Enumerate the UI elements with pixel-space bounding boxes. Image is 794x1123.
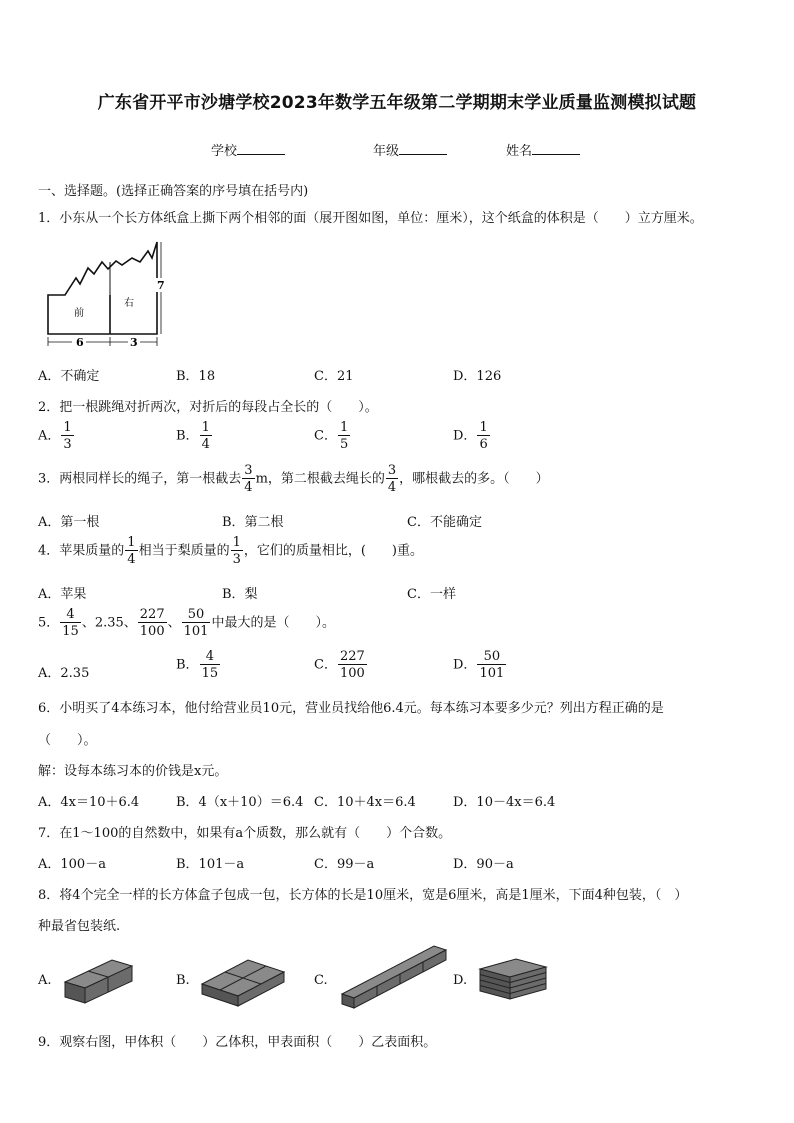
- q8-package-d: [476, 955, 552, 1005]
- q3-option-c[interactable]: C．不能确定: [407, 515, 482, 530]
- q4-stem: 4．苹果质量的 $\frac{1}{4}$ 相当于梨质量的 $\frac{1}{3}$ ，它们的质量相比，( )重。: [38, 535, 424, 567]
- q6-solution: 解：设每本练习本的价钱是x元。: [38, 764, 228, 779]
- grade-field: 年级: [373, 140, 447, 159]
- fraction: $\frac{4}{15}$: [201, 649, 219, 681]
- fraction: $\frac{1}{3}$: [63, 420, 72, 452]
- q2-stem: 2．把一根跳绳对折两次，对折后的每段占全长的（ ）。: [38, 400, 378, 415]
- q1-option-a[interactable]: A．不确定: [38, 369, 100, 384]
- q6-option-a[interactable]: A．4x＝10＋6.4: [38, 795, 140, 810]
- q8-package-a: [60, 950, 138, 1008]
- fraction: $\frac{50}{101}$: [479, 649, 505, 681]
- q1-front-label: 前: [74, 308, 84, 319]
- grade-blank[interactable]: [399, 142, 447, 155]
- name-field: 姓名: [506, 140, 580, 159]
- q3-option-b[interactable]: B．第二根: [222, 515, 284, 530]
- q1-right-label: 右: [124, 298, 134, 309]
- school-blank[interactable]: [237, 142, 285, 155]
- fraction: $\frac{4}{15}$: [62, 607, 79, 639]
- page-title: 广东省开平市沙塘学校2023年数学五年级第二学期期末学业质量监测模拟试题: [97, 93, 697, 113]
- q5-option-a[interactable]: A．2.35: [38, 666, 90, 681]
- q1-height-label: 7: [157, 279, 165, 292]
- fraction: $\frac{1}{4}$: [201, 420, 210, 452]
- q4-option-a[interactable]: A．苹果: [38, 587, 87, 602]
- fraction: $\frac{3}{4}$: [244, 463, 253, 495]
- q6-option-b[interactable]: B．4（x＋10）＝6.4: [176, 795, 304, 810]
- q5-option-d[interactable]: D． $\frac{50}{101}$: [453, 649, 505, 681]
- q6-option-c[interactable]: C．10＋4x＝6.4: [314, 795, 416, 810]
- q1-width1-label: 6: [76, 336, 84, 349]
- fraction: $\frac{1}{4}$: [127, 535, 136, 567]
- q2-option-c[interactable]: C． $\frac{1}{5}$: [314, 420, 349, 452]
- fraction: $\frac{227}{100}$: [139, 607, 165, 639]
- q8-stem-cont: 种最省包装纸.: [38, 919, 121, 934]
- q8-package-c: [338, 942, 450, 1014]
- q2-option-b[interactable]: B． $\frac{1}{4}$: [176, 420, 210, 452]
- q5-stem: 5． $\frac{4}{15}$ 、2.35、 $\frac{227}{100}$ 、 $\frac{50}{101}$ 中最大的是（ ）。: [38, 607, 335, 639]
- q8-option-c[interactable]: C.: [314, 973, 328, 988]
- fraction: $\frac{50}{101}$: [183, 607, 209, 639]
- school-field: 学校: [211, 140, 285, 159]
- q1-option-d[interactable]: D．126: [453, 369, 502, 384]
- fraction: $\frac{3}{4}$: [387, 463, 397, 495]
- fraction: $\frac{1}{6}$: [479, 420, 488, 452]
- section-heading: 一、选择题。(选择正确答案的序号填在括号内): [38, 184, 309, 199]
- q2-option-d[interactable]: D． $\frac{1}{6}$: [453, 420, 488, 452]
- q9-stem: 9．观察右图，甲体积（ ）乙体积，甲表面积（ ）乙表面积。: [38, 1035, 437, 1050]
- q3-stem: 3．两根同样长的绳子，第一根截去 $\frac{3}{4}$ m，第二根截去绳长的 $\frac{3}{4}$ ，哪根截去的多。（ ）: [38, 463, 549, 495]
- q8-option-b[interactable]: B.: [176, 973, 190, 988]
- fraction: $\frac{1}{5}$: [339, 420, 349, 452]
- q1-option-c[interactable]: C．21: [314, 369, 354, 384]
- fraction: $\frac{1}{3}$: [232, 535, 241, 567]
- q6-stem: 6．小明买了4本练习本，他付给营业员10元，营业员找给他6.4元。每本练习本要多少元？列出方程正确的是: [38, 701, 664, 716]
- q3-option-a[interactable]: A．第一根: [38, 515, 100, 530]
- q6-option-d[interactable]: D．10－4x＝6.4: [453, 795, 556, 810]
- q8-option-d[interactable]: D.: [453, 973, 468, 988]
- q8-package-b: [198, 948, 290, 1010]
- q7-option-c[interactable]: C．99－a: [314, 857, 375, 872]
- q1-option-b[interactable]: B．18: [176, 369, 216, 384]
- q8-option-a[interactable]: A.: [38, 973, 52, 988]
- q1-width2-label: 3: [130, 336, 138, 349]
- q4-option-c[interactable]: C．一样: [407, 587, 456, 602]
- q1-stem: 1．小东从一个长方体纸盒上撕下两个相邻的面（展开图如图，单位：厘米），这个纸盒的体积是（ ）立方厘米。: [38, 211, 703, 226]
- q7-stem: 7．在1～100的自然数中，如果有a个质数，那么就有（ ）个合数。: [38, 826, 452, 841]
- q2-option-a[interactable]: A． $\frac{1}{3}$: [38, 420, 72, 452]
- q8-stem: 8．将4个完全一样的长方体盒子包成一包，长方体的长是10厘米，宽是6厘米，高是1厘米，下面4种包装，（ ）: [38, 888, 688, 903]
- q7-option-b[interactable]: B．101－a: [176, 857, 245, 872]
- q7-option-d[interactable]: D．90－a: [453, 857, 514, 872]
- fraction: $\frac{227}{100}$: [339, 649, 365, 681]
- q4-option-b[interactable]: B．梨: [222, 587, 258, 602]
- q5-option-b[interactable]: B． $\frac{4}{15}$: [176, 649, 219, 681]
- q1-net-figure: [36, 238, 166, 350]
- q7-option-a[interactable]: A．100－a: [38, 857, 106, 872]
- q6-stem-cont: （ ）。: [38, 733, 97, 748]
- q5-option-c[interactable]: C． $\frac{227}{100}$: [314, 649, 365, 681]
- name-blank[interactable]: [532, 142, 580, 155]
